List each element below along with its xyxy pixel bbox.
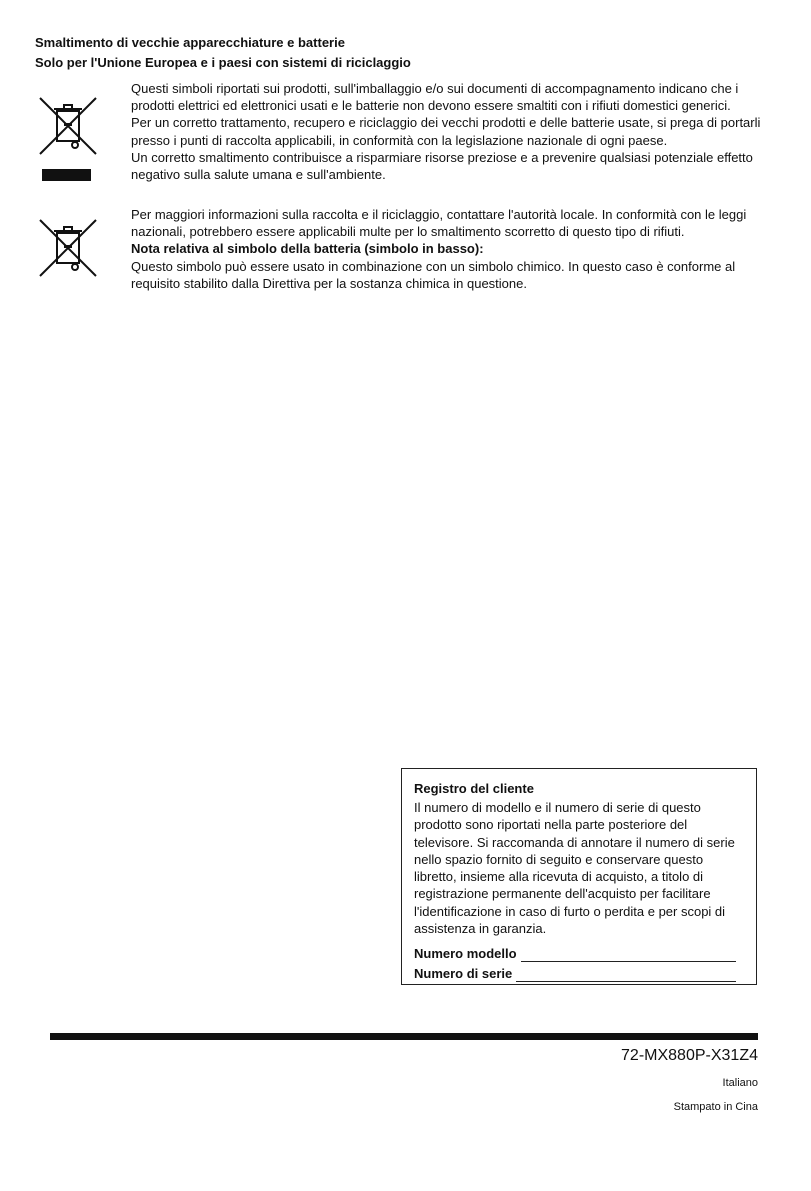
paragraph: Questi simboli riportati sui prodotti, sull'imballaggio e/o sui documenti di accompagnamento indicano che i prodotti elettrici ed elettronici usati e le batterie non devono essere smaltiti con i rifiuti domestici generici. <box>131 81 739 114</box>
page-title: Smaltimento di vecchie apparecchiature e batterie <box>35 35 345 50</box>
document-code: 72-MX880P-X31Z4 <box>621 1047 758 1064</box>
customer-record-box <box>401 768 757 985</box>
info-text <box>131 206 771 292</box>
paragraph: Un corretto smaltimento contribuisce a risparmiare risorse preziose e a prevenire qualsiasi potenziale effetto negativo sulla salute umana e sull'ambiente. <box>131 149 753 183</box>
disposal-text <box>131 80 771 183</box>
battery-note-text: Questo simbolo può essere usato in combinazione con un simbolo chimico. In questo caso è conforme al requisito stabilito dalla Direttiva per la sostanza chimica in questione. <box>131 258 736 291</box>
model-number-field[interactable] <box>414 945 744 962</box>
serial-number-field[interactable] <box>414 965 744 982</box>
language-label: Italiano <box>722 1077 758 1089</box>
model-number-label: Numero modello <box>414 946 517 962</box>
crossed-out-wheelie-bin-icon <box>35 214 101 280</box>
customer-record-title: Registro del cliente <box>414 781 534 796</box>
battery-note-title: Nota relativa al simbolo della batteria (simbolo in basso): <box>131 241 484 257</box>
model-number-line[interactable] <box>521 948 736 962</box>
paragraph: Per un corretto trattamento, recupero e riciclaggio dei vecchi prodotti e delle batterie usate, si prega di portarli presso i punti di raccolta applicabili, in conformità con la legislazione nazionale di ogni paese. <box>131 115 761 148</box>
printed-in-label: Stampato in Cina <box>673 1101 758 1113</box>
serial-number-label: Numero di serie <box>414 966 513 982</box>
crossed-out-wheelie-bin-icon <box>35 92 101 158</box>
page-subtitle: Solo per l'Unione Europea e i paesi con sistemi di riciclaggio <box>35 55 411 70</box>
serial-number-line[interactable] <box>516 968 736 982</box>
paragraph: Per maggiori informazioni sulla raccolta e il riciclaggio, contattare l'autorità locale. In conformità con le leggi nazionali, potrebbero essere applicabili multe per lo smaltimento scorretto di questo tipo di rifiuti. <box>131 207 747 240</box>
solid-bar-mark <box>42 169 91 181</box>
customer-record-body: Il numero di modello e il numero di serie di questo prodotto sono riportati nella parte posteriore del televisore. Si raccomanda di annotare il numero di serie nello spazio fornito di seguito e conservare questo libretto, insieme alla ricevuta di acquisto, a titolo di registrazione permanente dell'acquisto per facilitare l'identificazione in caso di furto o perdita e per scopi di assistenza in garanzia. <box>414 800 735 937</box>
footer-divider <box>50 1033 758 1040</box>
